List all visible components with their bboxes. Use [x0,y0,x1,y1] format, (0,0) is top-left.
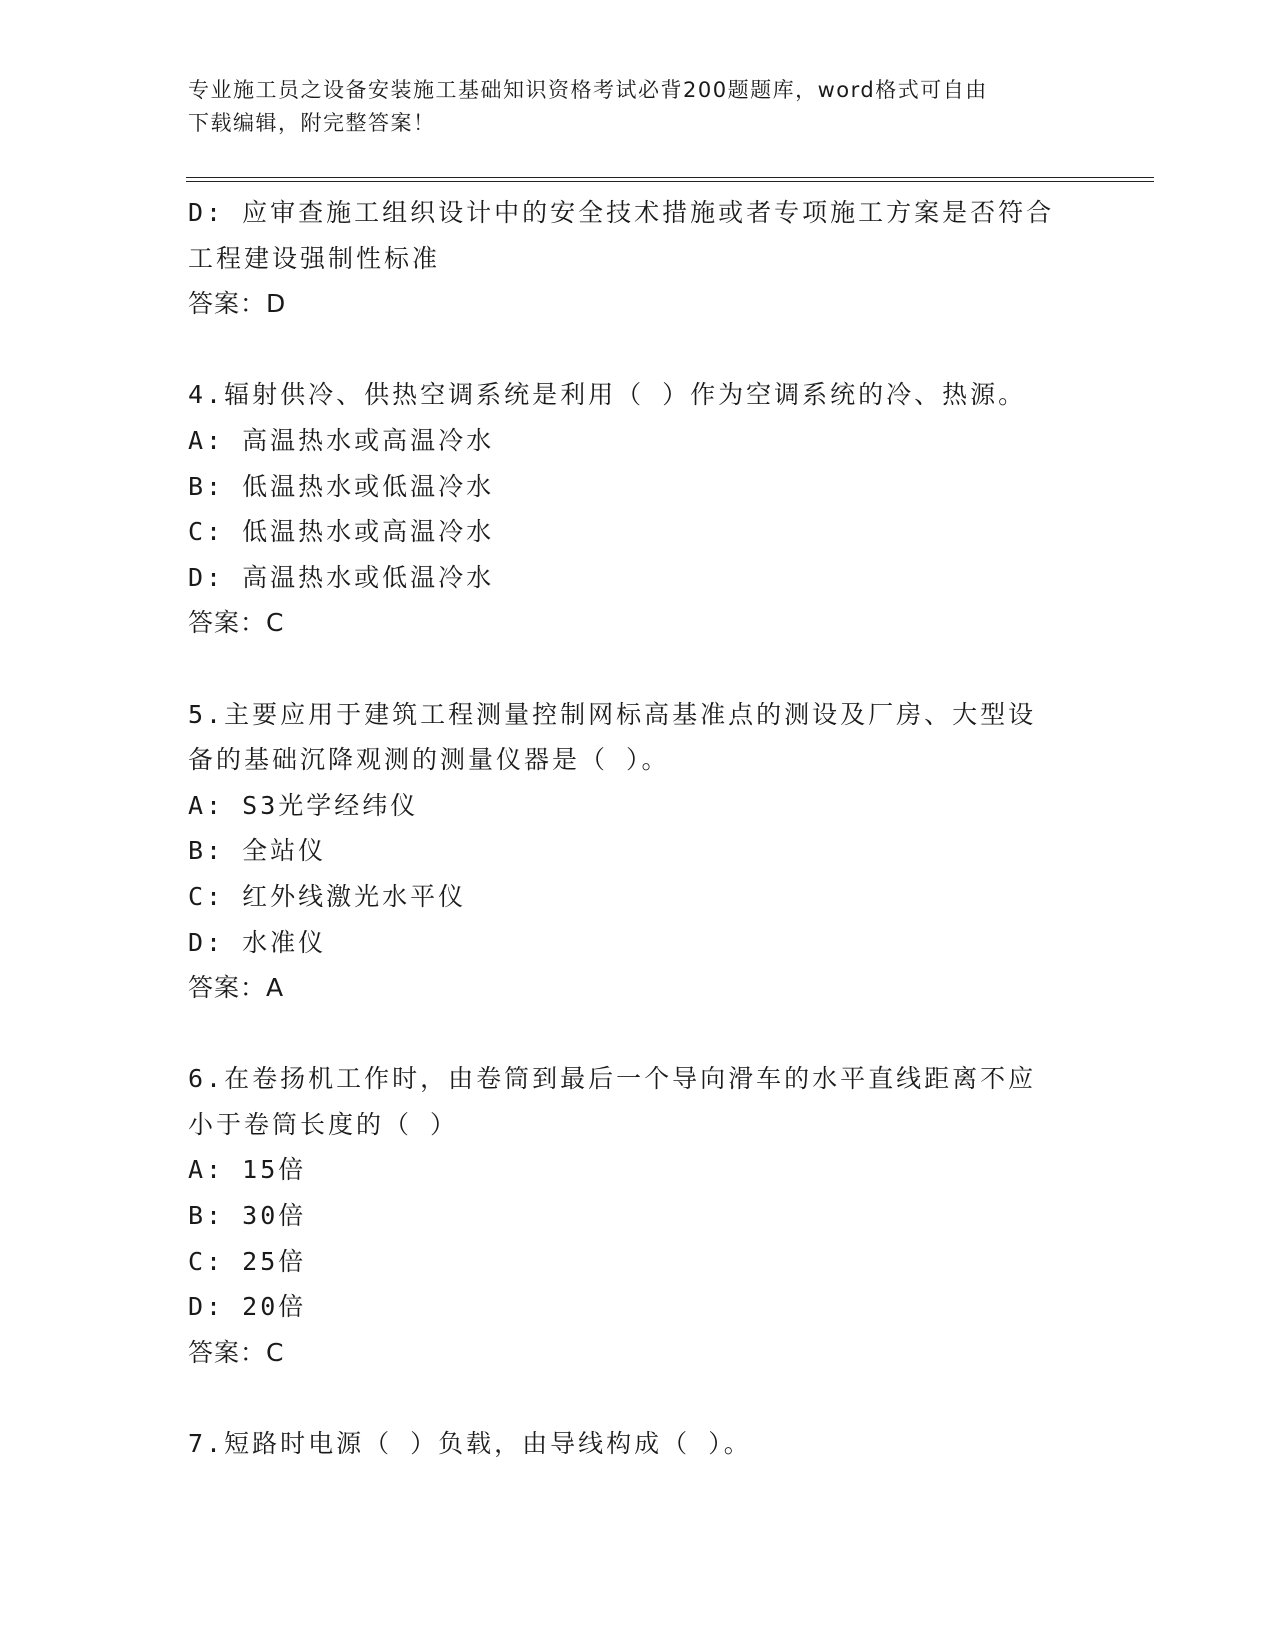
answer-label: 答案：D [188,289,287,319]
answer-label: 答案：C [188,1337,285,1367]
option-b: B: 低温热水或低温冷水 [188,471,495,501]
option-c: C: 25倍 [188,1246,307,1276]
question-text-line-2: 备的基础沉降观测的测量仪器是（ ）。 [188,745,670,775]
question-6 [188,1056,1088,1375]
spacer [188,646,1088,692]
option-b: B: 30倍 [188,1201,307,1231]
question-5 [188,692,1088,1011]
question-text: 4.辐射供冷、供热空调系统是利用（ ）作为空调系统的冷、热源。 [188,380,1027,410]
spacer [188,1375,1088,1421]
option-d: D: 高温热水或低温冷水 [188,562,495,592]
option-a: A: S3光学经纬仪 [188,790,419,820]
option-d: D: 水准仪 [188,927,327,957]
header-title-line-2: 下载编辑，附完整答案！ [188,111,436,135]
question-3-tail [188,190,1088,327]
option-d-line-2: 工程建设强制性标准 [188,243,441,273]
option-a: A: 15倍 [188,1155,307,1185]
header-rule-top [186,177,1154,178]
question-4 [188,372,1088,646]
question-text-line-1: 6.在卷扬机工作时，由卷筒到最后一个导向滑车的水平直线距离不应 [188,1064,1037,1094]
document-header [188,74,1068,140]
document-body [188,190,1088,1467]
option-c: C: 红外线激光水平仪 [188,881,467,911]
header-rule-bottom [186,181,1154,182]
spacer [188,327,1088,373]
option-d: D: 20倍 [188,1292,307,1322]
option-d-line-1: D: 应审查施工组织设计中的安全技术措施或者专项施工方案是否符合 [188,198,1055,227]
option-c: C: 低温热水或高温冷水 [188,517,495,547]
question-7 [188,1421,1088,1467]
answer-label: 答案：A [188,973,285,1003]
header-title-line-1: 专业施工员之设备安装施工基础知识资格考试必背200题题库，word格式可自由 [188,78,988,102]
question-text: 7.短路时电源（ ）负载，由导线构成（ ）。 [188,1429,752,1459]
question-text-line-2: 小于卷筒长度的（ ） [188,1109,459,1139]
option-a: A: 高温热水或高温冷水 [188,425,495,455]
question-text-line-1: 5.主要应用于建筑工程测量控制网标高基准点的测设及厂房、大型设 [188,699,1037,729]
spacer [188,1011,1088,1057]
answer-label: 答案：C [188,608,285,638]
option-b: B: 全站仪 [188,836,327,866]
